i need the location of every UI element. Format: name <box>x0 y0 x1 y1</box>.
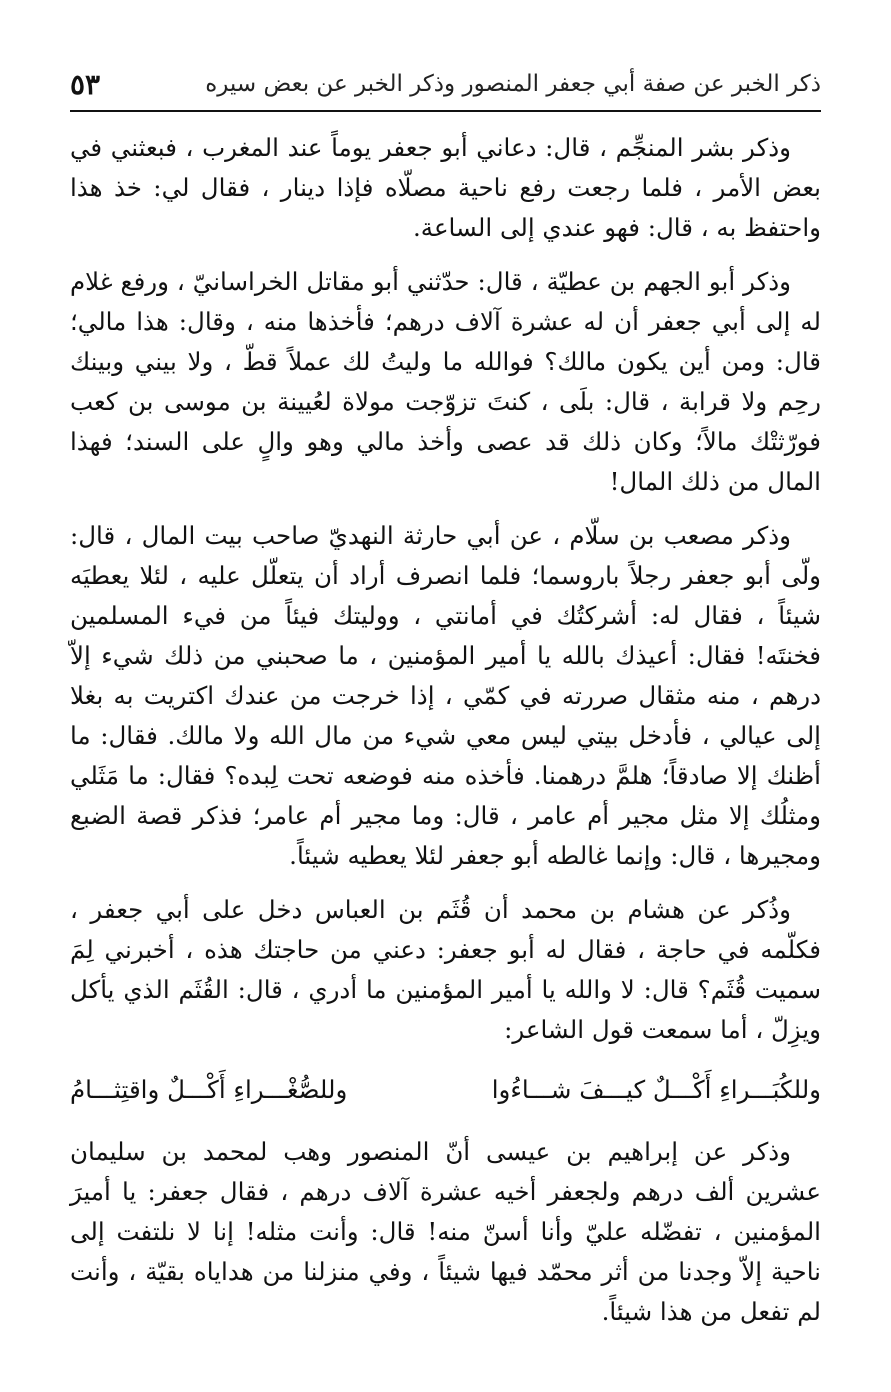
poetry-verse <box>70 1064 821 1110</box>
paragraph-qutham: وذُكر عن هشام بن محمد أن قُثَم بن العباس دخل على أبي جعفر ، فكلّمه في حاجة ، فقال له أبو جعفر: دعني من حاجتك هذه ، أخبرني لِمَ سميت قُثَم؟ قال: لا والله يا أمير المؤمنين ما أدري ، قال: القُثَم الذي يأكل ويزِلّ ، أما سمعت قول الشاعر: <box>70 895 821 1044</box>
paragraph-abu-al-jahm: وذكر أبو الجهم بن عطيّة ، قال: حدّثني أبو مقاتل الخراسانيّ ، ورفع غلام له إلى أبي جعفر أن له عشرة آلاف درهم؛ فأخذها منه ، وقال: هذا مالي؛ قال: ومن أين يكون مالك؟ فوالله ما وليتُ لك عملاً قطّ ، ولا بيني وبينك رحِم ولا قرابة ، قال: بلَى ، كنتَ تزوّجت مولاة لعُيينة بن موسى بن كعب فورّثتْك مالاً؛ وكان ذلك قد عصى وأخذ مالي وهو والٍ على السند؛ فهذا المال من ذلك المال! <box>70 267 821 496</box>
page-number: ٥٣ <box>70 67 101 101</box>
verse-first-hemistich: وللكُبَـــراءِ أَكْـــلٌ كيـــفَ شـــاءُوا <box>491 1075 821 1104</box>
page-header <box>70 62 821 106</box>
verse-second-hemistich: وللصُّغْـــراءِ أَكْـــلٌ واقتِثـــامُ <box>70 1075 348 1104</box>
paragraph-ibrahim: وذكر عن إبراهيم بن عيسى أنّ المنصور وهب لمحمد بن سليمان عشرين ألف درهم ولجعفر أخيه عشرة آلاف درهم ، فقال جعفر: يا أميرَ المؤمنين ، تفضّله عليّ وأنا أسنّ منه! قال: وأنت مثله! إنا لا نلتفت إلى ناحية إلاّ وجدنا من أثر محمّد فيها شيئاً ، وفي منزلنا من هداياه بقيّة ، وأنت لم تفعل من هذا شيئاً. <box>70 1137 821 1326</box>
page-body <box>70 128 821 1346</box>
running-title: ذكر الخبر عن صفة أبي جعفر المنصور وذكر الخبر عن بعض سيره <box>205 71 821 97</box>
header-divider <box>70 110 821 112</box>
paragraph-bishr: وذكر بشر المنجِّم ، قال: دعاني أبو جعفر يوماً عند المغرب ، فبعثني في بعض الأمر ، فلما رجعت رفع ناحية مصلّاه فإذا دينار ، فقال لي: خذ هذا واحتفظ به ، قال: فهو عندي إلى الساعة. <box>70 133 821 242</box>
paragraph-musab: وذكر مصعب بن سلّام ، عن أبي حارثة النهديّ صاحب بيت المال ، قال: ولّى أبو جعفر رجلاً باروسما؛ فلما انصرف أراد أن يتعلّل عليه ، لئلا يعطيَه شيئاً ، فقال له: أشركتُك في أمانتي ، ووليتك فيئاً من فيء المسلمين فخنتَه! فقال: أعيذك بالله يا أمير المؤمنين ، ما صحبني من ذلك شيء إلاّ درهم ، منه مثقال صررته في كمّي ، إذا خرجت من عندك اكتريت به بغلا إلى عيالي ، فأدخل بيتي ليس معي شيء من مال الله ولا مالك. فقال: ما أظنك إلا صادقاً؛ هلمَّ درهمنا. فأخذه منه فوضعه تحت لِبده؟ فقال: ما مَثَلي ومثلُك إلا مثل مجير أم عامر ، قال: وما مجير أم عامر؛ فذكر قصة الضبع ومجيرها ، قال: وإنما غالطه أبو جعفر لئلا يعطيه شيئاً. <box>70 521 821 870</box>
